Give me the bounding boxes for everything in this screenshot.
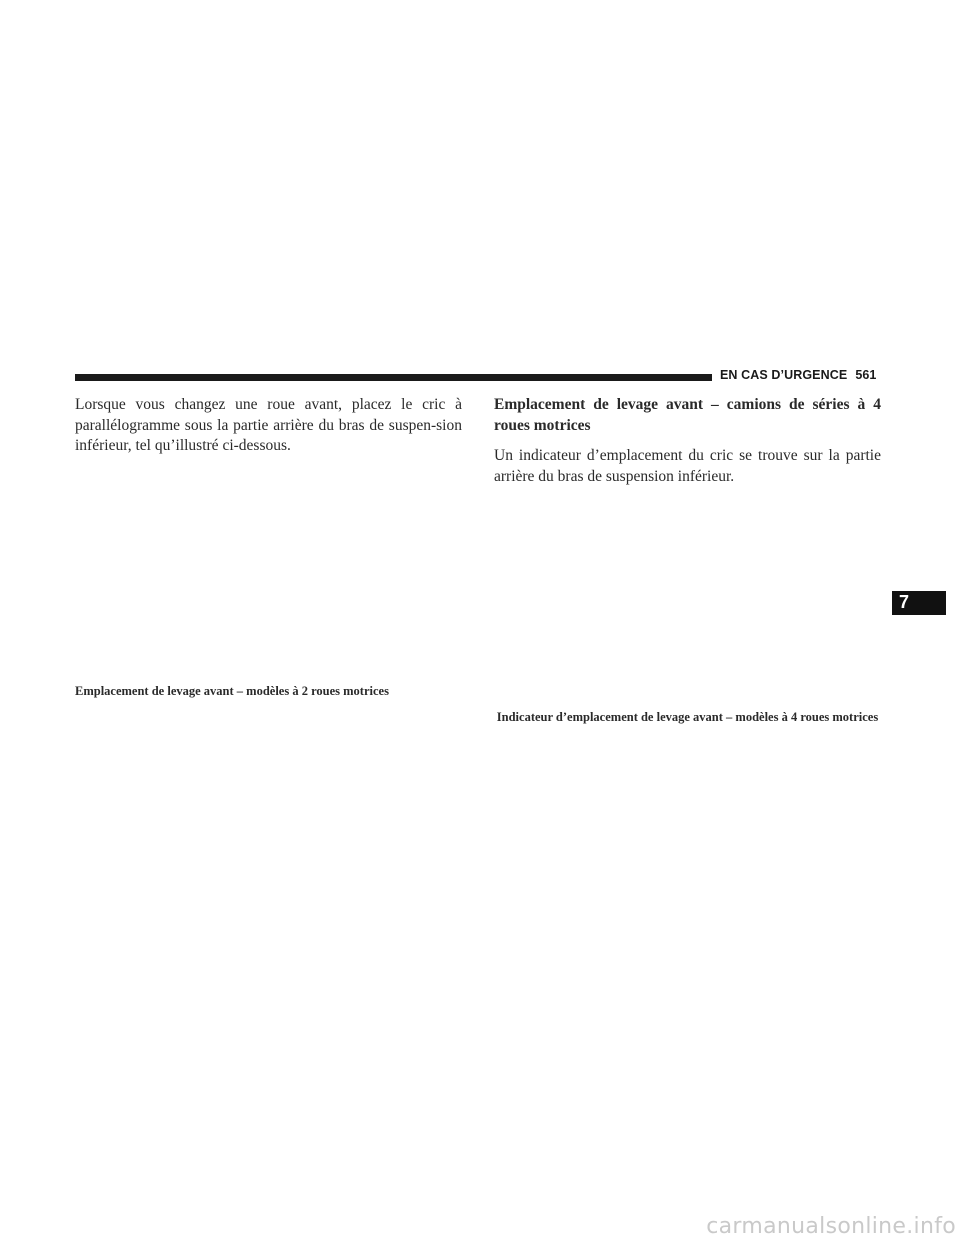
watermark-text: carmanualsonline.info xyxy=(706,1214,956,1239)
left-figure-caption: Emplacement de levage avant – modèles à 2 roues motrices xyxy=(75,684,389,698)
watermark xyxy=(0,1214,960,1239)
chapter-number: 7 xyxy=(899,592,910,612)
section-title: EN CAS D’URGENCE xyxy=(720,368,848,382)
page-number: 561 xyxy=(855,368,877,382)
right-figure-caption: Indicateur d’emplacement de levage avant – modèles à 4 roues motrices xyxy=(496,710,879,724)
chapter-tab xyxy=(892,591,946,615)
left-paragraph: Lorsque vous changez une roue avant, placez le cric à parallélogramme sous la partie arrière du bras de suspen-sion inférieur, tel qu’illustré ci-dessous. xyxy=(75,396,462,454)
running-head xyxy=(720,368,895,382)
right-column xyxy=(494,395,881,487)
left-column xyxy=(75,395,462,457)
right-subheading: Emplacement de levage avant – camions de séries à 4 roues motrices xyxy=(494,396,881,434)
header-rule xyxy=(75,374,712,381)
right-paragraph: Un indicateur d’emplacement du cric se trouve sur la partie arrière du bras de suspension inférieur. xyxy=(494,447,881,485)
